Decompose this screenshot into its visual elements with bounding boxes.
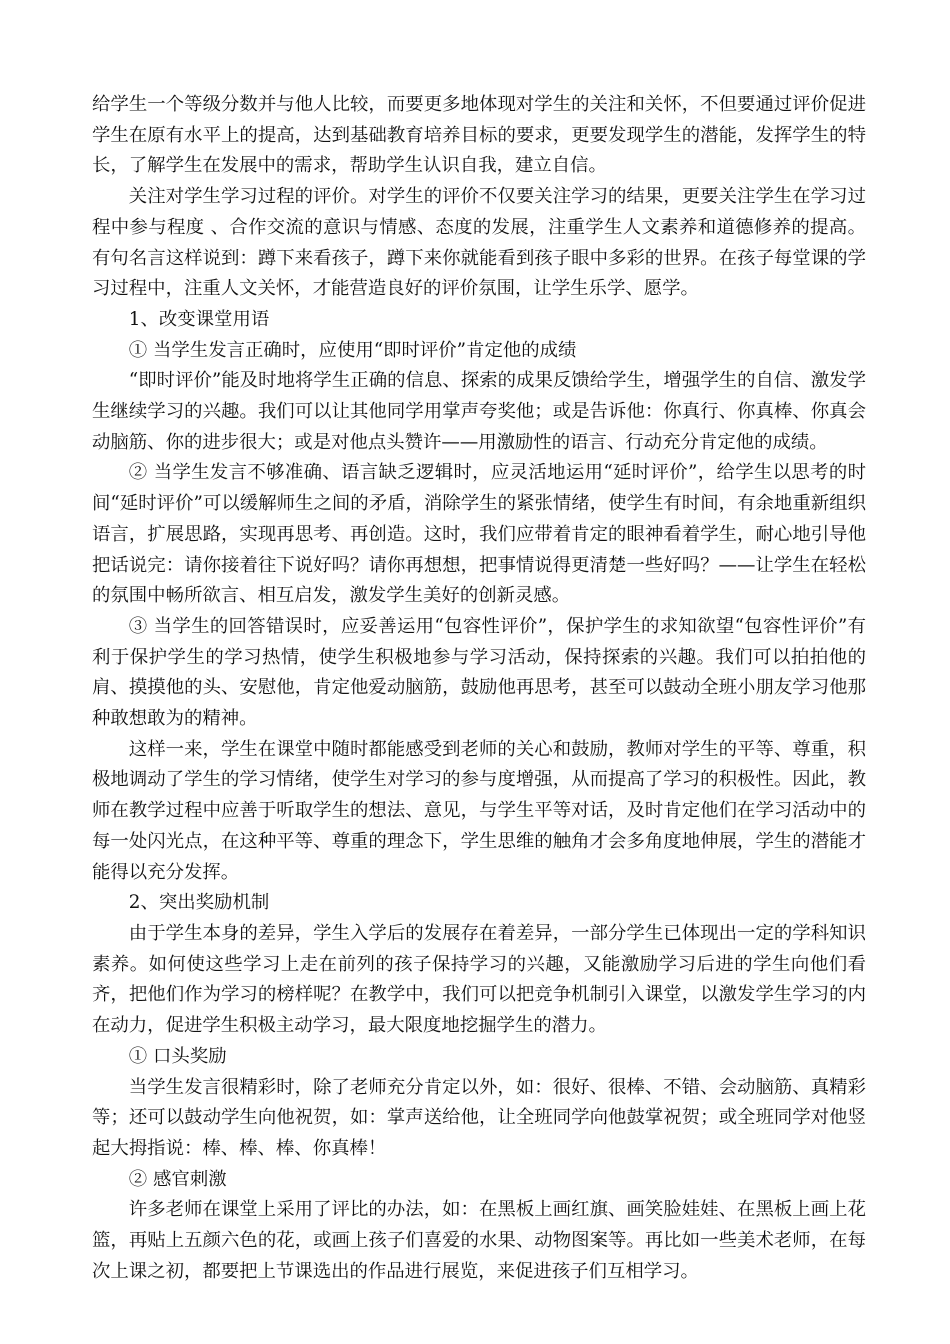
subheading-sensory-stimulus: ② 感官刺激 [128, 1168, 227, 1190]
subheading-instant-evaluation: ① 当学生发言正确时，应使用“即时评价”肯定他的成绩 [128, 339, 577, 361]
section-heading-reward-mechanism: 2、突出奖励机制 [128, 892, 270, 914]
paragraph-verbal-reward: 当学生发言很精彩时，除了老师充分肯定以外，如：很好、很棒、不错、会动脑筋、真精彩等；还可以鼓动学生向他祝贺，如：掌声送给他，让全班同学向他鼓掌祝贺；或全班同学对他竖起大拇指说：棒、棒、棒、你真棒！ [92, 1076, 866, 1159]
paragraph-process-evaluation: 关注对学生学习过程的评价。对学生的评价不仅要关注学习的结果，更要关注学生在学习过程中参与程度 、合作交流的意识与情感、态度的发展，注重学生人文素养和道德修养的提高。有句名言这样说到：蹲下来看孩子，蹲下来你就能看到孩子眼中多彩的世界。在孩子每堂课的学习过程中，注重人文关怀，才能营造良好的评价氛围，让学生乐学、愿学。 [92, 186, 866, 300]
document-body [92, 90, 866, 1287]
paragraph-continued: 给学生一个等级分数并与他人比较，而要更多地体现对学生的关注和关怀，不但要通过评价促进学生在原有水平上的提高，达到基础教育培养目标的要求，更要发现学生的潜能，发挥学生的特长，了解学生在发展中的需求，帮助学生认识自我，建立自信。 [92, 94, 866, 177]
paragraph-summary: 这样一来，学生在课堂中随时都能感受到老师的关心和鼓励，教师对学生的平等、尊重，积极地调动了学生的学习情绪，使学生对学习的参与度增强，从而提高了学习的积极性。因此，教师在教学过程中应善于听取学生的想法、意见，与学生平等对话，及时肯定他们在学习活动中的每一处闪光点，在这种平等、尊重的理念下，学生思维的触角才会多角度地伸展，学生的潜能才能得以充分发挥。 [92, 738, 866, 883]
paragraph-instant-evaluation: “即时评价”能及时地将学生正确的信息、探索的成果反馈给学生，增强学生的自信、激发学生继续学习的兴趣。我们可以让其他同学用掌声夸奖他；或是告诉他：你真行、你真棒、你真会动脑筋、你的进步很大；或是对他点头赞许——用激励性的语言、行动充分肯定他的成绩。 [92, 370, 866, 453]
subheading-verbal-reward: ① 口头奖励 [128, 1045, 227, 1067]
paragraph-inclusive-evaluation: ③ 当学生的回答错误时，应妥善运用“包容性评价”，保护学生的求知欲望“包容性评价”有利于保护学生的学习热情，使学生积极地参与学习活动，保持探索的兴趣。我们可以拍拍他的肩、摸摸他的头、安慰他，肯定他爱动脑筋，鼓励他再思考，甚至可以鼓动全班小朋友学习他那种敢想敢为的精神。 [92, 615, 866, 730]
section-heading-classroom-language: 1、改变课堂用语 [128, 308, 270, 330]
paragraph-sensory-stimulus: 许多老师在课堂上采用了评比的办法，如：在黑板上画红旗、画笑脸娃娃、在黑板上画上花篮，再贴上五颜六色的花，或画上孩子们喜爱的水果、动物图案等。再比如一些美术老师，在每次上课之初，都要把上节课选出的作品进行展览，来促进孩子们互相学习。 [92, 1199, 866, 1282]
paragraph-delayed-evaluation: ② 当学生发言不够准确、语言缺乏逻辑时，应灵活地运用“延时评价”，给学生以思考的时间“延时评价”可以缓解师生之间的矛盾，消除学生的紧张情绪，使学生有时间，有余地重新组织语言，扩展思路，实现再思考、再创造。这时，我们应带着肯定的眼神看着学生，耐心地引导他把话说完：请你接着往下说好吗？请你再想想，把事情说得更清楚一些好吗？——让学生在轻松的氛围中畅所欲言、相互启发，激发学生美好的创新灵感。 [92, 462, 866, 607]
paragraph-reward-intro: 由于学生本身的差异，学生入学后的发展存在着差异，一部分学生已体现出一定的学科知识素养。如何使这些学习上走在前列的孩子保持学习的兴趣，又能激励学习后进的学生向他们看齐，把他们作为学习的榜样呢？在教学中，我们可以把竞争机制引入课堂，以激发学生学习的内在动力，促进学生积极主动学习，最大限度地挖掘学生的潜力。 [92, 922, 866, 1037]
